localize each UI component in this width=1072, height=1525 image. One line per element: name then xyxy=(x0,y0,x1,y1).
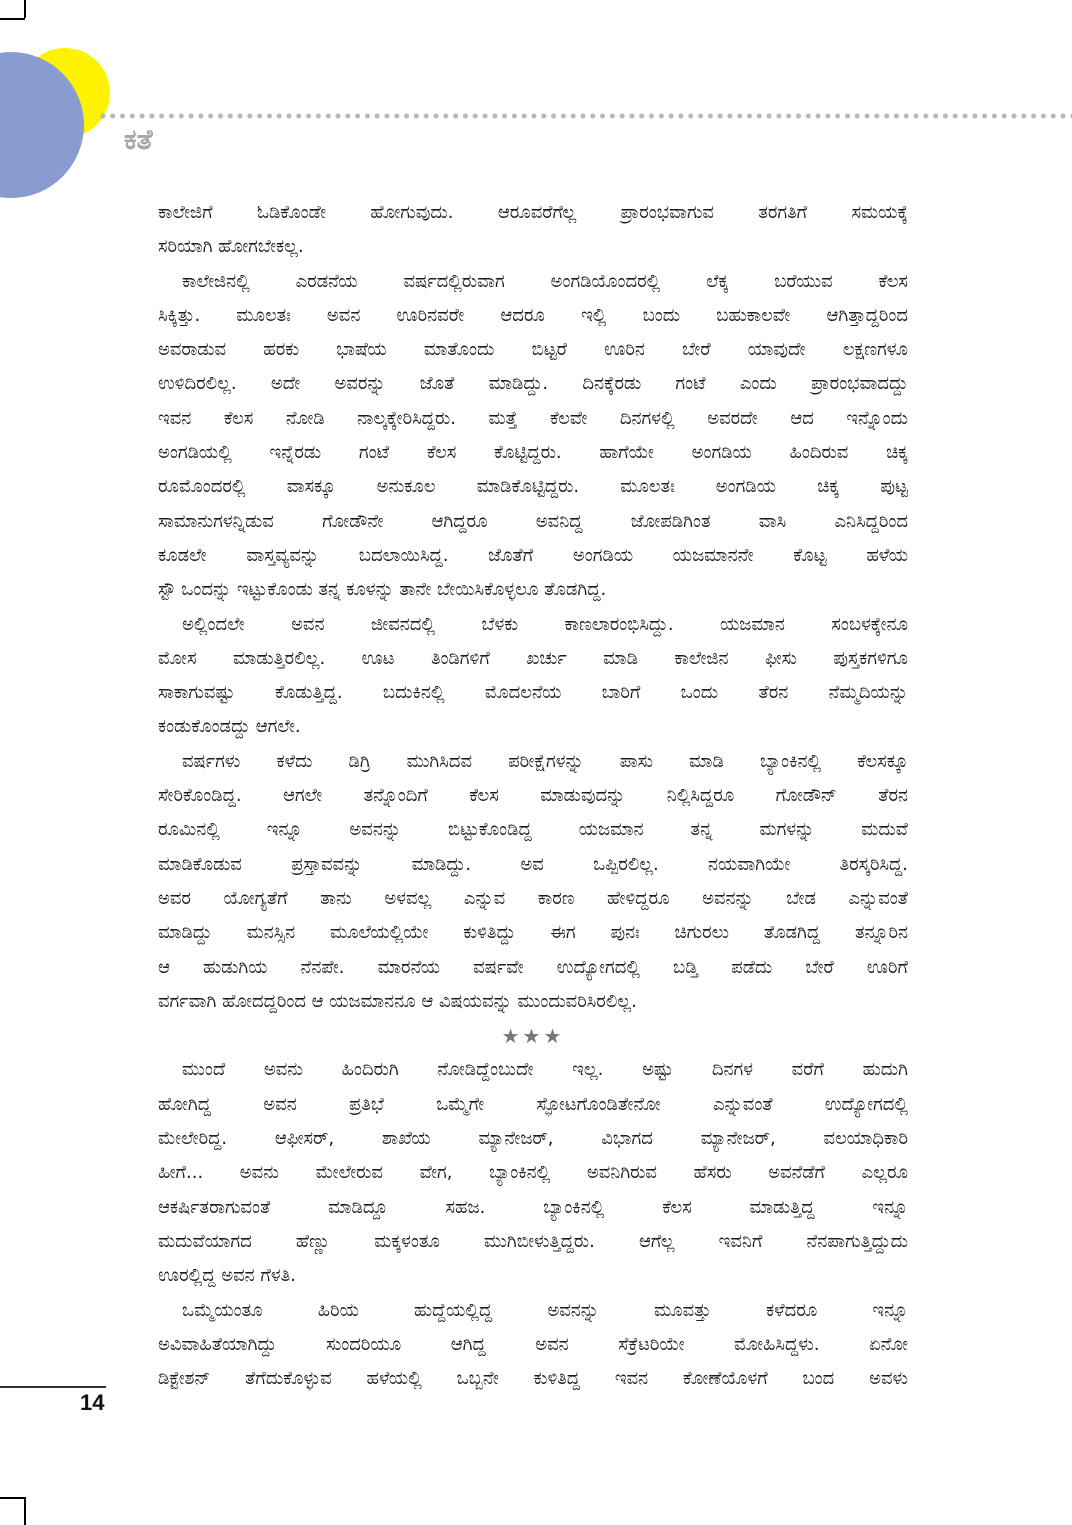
text-line: ಕಾಲೇಜಿನಲ್ಲಿ ಎರಡನೆಯ ವರ್ಷದಲ್ಲಿರುವಾಗ ಅಂಗಡಿಯೊಂದರಲ್ಲಿ ಲೆಕ್ಕ ಬರೆಯುವ ಕೆಲಸ xyxy=(182,270,908,292)
text-line: ಮುಂದೆ ಅವನು ಹಿಂದಿರುಗಿ ನೋಡಿದ್ದೆಂಬುದೇ ಇಲ್ಲ. ಅಷ್ಟು ದಿನಗಳ ವರೆಗೆ ಹುದುಗಿ xyxy=(182,1059,908,1081)
text-line: ಹೀಗೆ... ಅವನು ಮೇಲೇರುವ ವೇಗ, ಬ್ಯಾಂಕಿನಲ್ಲಿ ಅವನಿಗಿರುವ ಹೆಸರು ಅವನೆಡೆಗೆ ಎಲ್ಲರೂ xyxy=(158,1162,908,1184)
text-line: ಮಾಡಿದ್ದು ಮನಸ್ಸಿನ ಮೂಲೆಯಲ್ಲಿಯೇ ಕುಳಿತಿದ್ದು ಈಗ ಪುನಃ ಚಿಗುರಲು ತೊಡಗಿದ್ದ ತನ್ನೂರಿನ xyxy=(158,922,908,944)
text-line: ಸೇರಿಕೊಂಡಿದ್ದ. ಆಗಲೇ ತನ್ನೊಂದಿಗೆ ಕೆಲಸ ಮಾಡುವುದನ್ನು ನಿಲ್ಲಿಸಿದ್ದರೂ ಗೋಡೌನ್ ತೆರನ xyxy=(158,785,908,807)
text-line: ಆಕರ್ಷಿತರಾಗುವಂತೆ ಮಾಡಿದ್ದೂ ಸಹಜ. ಬ್ಯಾಂಕಿನಲ್ಲಿ ಕೆಲಸ ಮಾಡುತ್ತಿದ್ದ ಇನ್ನೂ xyxy=(158,1196,908,1218)
dotted-header-rule xyxy=(98,112,1072,120)
text-line: ಮೇಲೇರಿದ್ದ. ಆಫೀಸರ್, ಶಾಖೆಯ ಮ್ಯಾನೇಜರ್, ವಿಭಾಗದ ಮ್ಯಾನೇಜರ್, ವಲಯಾಧಿಕಾರಿ xyxy=(158,1128,908,1150)
text-line: ಹೋಗಿದ್ದ ಅವನ ಪ್ರತಿಭೆ ಒಮ್ಮೆಗೇ ಸ್ಫೋಟಗೊಂಡಿತೇನೋ ಎನ್ನುವಂತೆ ಉದ್ಯೋಗದಲ್ಲಿ xyxy=(158,1093,908,1115)
text-line: ಅವರ ಯೋಗ್ಯತೆಗೆ ತಾನು ಅಳವಲ್ಲ ಎನ್ನುವ ಕಾರಣ ಹೇಳಿದ್ದರೂ ಅವನನ್ನು ಬೇಡ ಎನ್ನುವಂತೆ xyxy=(158,887,908,909)
section-break-stars: ★★★ xyxy=(501,1024,565,1049)
crop-mark-bottom-horizontal xyxy=(0,1497,25,1499)
text-line: ಸರಿಯಾಗಿ ಹೋಗಬೇಕಲ್ಲ. xyxy=(158,236,304,258)
text-line: ಅಂಗಡಿಯಲ್ಲಿ ಇನ್ನೆರಡು ಗಂಟೆ ಕೆಲಸ ಕೊಟ್ಟಿದ್ದರು. ಹಾಗೆಯೇ ಅಂಗಡಿಯ ಹಿಂದಿರುವ ಚಿಕ್ಕ xyxy=(158,442,908,464)
text-line: ಅವರಾಡುವ ಹರಕು ಭಾಷೆಯ ಮಾತೊಂದು ಬಿಟ್ಟರೆ ಊರಿನ ಬೇರೆ ಯಾವುದೇ ಲಕ್ಷಣಗಳೂ xyxy=(158,339,908,361)
story-body xyxy=(158,196,908,1396)
text-line: ಕಂಡುಕೊಂಡದ್ದು ಆಗಲೇ. xyxy=(158,716,301,738)
text-line: ಉಳಿದಿರಲಿಲ್ಲ. ಅದೇ ಅವರನ್ನು ಜೊತೆ ಮಾಡಿದ್ದು. ದಿನಕ್ಕೆರಡು ಗಂಟೆ ಎಂದು ಪ್ರಾರಂಭವಾದದ್ದು xyxy=(158,373,908,395)
text-line: ರೂಮಿನಲ್ಲಿ ಇನ್ನೂ ಅವನನ್ನು ಬಿಟ್ಟುಕೊಂಡಿದ್ದ ಯಜಮಾನ ತನ್ನ ಮಗಳನ್ನು ಮದುವೆ xyxy=(158,819,908,841)
footer-rule xyxy=(0,1386,106,1388)
text-line: ಸಿಕ್ಕಿತ್ತು. ಮೂಲತಃ ಅವನ ಊರಿನವರೇ ಆದರೂ ಇಲ್ಲಿ ಬಂದು ಬಹುಕಾಲವೇ ಆಗಿತ್ತಾದ್ದರಿಂದ xyxy=(158,304,908,326)
crop-mark-bottom-vertical xyxy=(24,1497,26,1525)
text-line: ವರ್ಗವಾಗಿ ಹೋದದ್ದರಿಂದ ಆ ಯಜಮಾನನೂ ಆ ವಿಷಯವನ್ನು ಮುಂದುವರಿಸಿರಲಿಲ್ಲ. xyxy=(158,990,637,1012)
text-line: ಸ್ಟೌ ಒಂದನ್ನು ಇಟ್ಟುಕೊಂಡು ತನ್ನ ಕೂಳನ್ನು ತಾನೇ ಬೇಯಿಸಿಕೊಳ್ಳಲೂ ತೊಡಗಿದ್ದ. xyxy=(158,579,607,601)
text-line: ಕಾಲೇಜಿಗೆ ಓಡಿಕೊಂಡೇ ಹೋಗುವುದು. ಆರೂವರೆಗೆಲ್ಲ ಪ್ರಾರಂಭವಾಗುವ ತರಗತಿಗೆ ಸಮಯಕ್ಕೆ xyxy=(158,202,908,223)
text-line: ಡಿಕ್ಟೇಶನ್ ತೆಗೆದುಕೊಳ್ಳುವ ಹಳೆಯಲ್ಲಿ ಒಬ್ಬನೇ ಕುಳಿತಿದ್ದ ಇವನ ಕೋಣೆಯೊಳಗೆ ಬಂದ ಅವಳು xyxy=(158,1368,908,1390)
text-line: ಅಲ್ಲಿಂದಲೇ ಅವನ ಜೀವನದಲ್ಲಿ ಬೆಳಕು ಕಾಣಲಾರಂಭಿಸಿದ್ದು. ಯಜಮಾನ ಸಂಬಳಕ್ಕೇನೂ xyxy=(182,613,908,635)
text-line: ಮಾಡಿಕೊಡುವ ಪ್ರಸ್ತಾವವನ್ನು ಮಾಡಿದ್ದು. ಅವ ಒಪ್ಪಿರಲಿಲ್ಲ. ನಯವಾಗಿಯೇ ತಿರಸ್ಕರಿಸಿದ್ದ. xyxy=(158,853,908,875)
text-line: ಮೋಸ ಮಾಡುತ್ತಿರಲಿಲ್ಲ. ಊಟ ತಿಂಡಿಗಳಿಗೆ ಖರ್ಚು ಮಾಡಿ ಕಾಲೇಜಿನ ಫೀಸು ಪುಸ್ತಕಗಳಿಗೂ xyxy=(158,647,908,669)
text-line: ಅವಿವಾಹಿತೆಯಾಗಿದ್ದು ಸುಂದರಿಯೂ ಆಗಿದ್ದ ಅವನ ಸೆಕ್ರೆಟರಿಯೇ ಮೋಹಿಸಿದ್ದಳು. ಏನೋ xyxy=(158,1333,908,1355)
crop-mark-top-vertical xyxy=(24,0,26,18)
section-label: ಕತೆ xyxy=(124,123,153,156)
text-line: ವರ್ಷಗಳು ಕಳೆದು ಡಿಗ್ರಿ ಮುಗಿಸಿದವ ಪರೀಕ್ಷೆಗಳನ್ನು ಪಾಸು ಮಾಡಿ ಬ್ಯಾಂಕಿನಲ್ಲಿ ಕೆಲಸಕ್ಕೂ xyxy=(182,750,908,772)
text-line: ರೂಮೊಂದರಲ್ಲಿ ವಾಸಕ್ಕೂ ಅನುಕೂಲ ಮಾಡಿಕೊಟ್ಟಿದ್ದರು. ಮೂಲತಃ ಅಂಗಡಿಯ ಚಿಕ್ಕ ಪುಟ್ಟ xyxy=(158,476,908,498)
crop-mark-top-horizontal xyxy=(0,18,25,20)
text-line: ಕೂಡಲೇ ವಾಸ್ತವ್ಯವನ್ನು ಬದಲಾಯಿಸಿದ್ದ. ಜೊತೆಗೆ ಅಂಗಡಿಯ ಯಜಮಾನನೇ ಕೊಟ್ಟ ಹಳೆಯ xyxy=(158,544,908,566)
text-line: ಒಮ್ಮೆಯಂತೂ ಹಿರಿಯ ಹುದ್ದೆಯಲ್ಲಿದ್ದ ಅವನನ್ನು ಮೂವತ್ತು ಕಳೆದರೂ ಇನ್ನೂ xyxy=(182,1299,908,1321)
text-line: ಊರಲ್ಲಿದ್ದ ಅವನ ಗೆಳತಿ. xyxy=(158,1265,296,1287)
text-line: ಸಾಮಾನುಗಳನ್ನಿಡುವ ಗೋಡೌನೇ ಆಗಿದ್ದರೂ ಅವನಿದ್ದ ಜೋಪಡಿಗಿಂತ ವಾಸಿ ಎನಿಸಿದ್ದರಿಂದ xyxy=(158,510,908,532)
text-line: ಸಾಕಾಗುವಷ್ಟು ಕೊಡುತ್ತಿದ್ದ. ಬದುಕಿನಲ್ಲಿ ಮೊದಲನೆಯ ಬಾರಿಗೆ ಒಂದು ತೆರನ ನೆಮ್ಮದಿಯನ್ನು xyxy=(158,682,908,704)
text-line: ಮದುವೆಯಾಗದ ಹೆಣ್ಣು ಮಕ್ಕಳಂತೂ ಮುಗಿಬೀಳುತ್ತಿದ್ದರು. ಆಗೆಲ್ಲ ಇವನಿಗೆ ನೆನಪಾಗುತ್ತಿದ್ದುದು xyxy=(158,1230,908,1252)
text-line: ಇವನ ಕೆಲಸ ನೋಡಿ ನಾಲ್ಕಕ್ಕೇರಿಸಿದ್ದರು. ಮತ್ತೆ ಕೆಲವೇ ದಿನಗಳಲ್ಲಿ ಅವರದೇ ಆದ ಇನ್ನೊಂದು xyxy=(158,407,908,429)
page-number: 14 xyxy=(80,1390,105,1415)
text-line: ಆ ಹುಡುಗಿಯ ನೆನಪೇ. ಮಾರನೆಯ ವರ್ಷವೇ ಉದ್ಯೋಗದಲ್ಲಿ ಬಡ್ತಿ ಪಡೆದು ಬೇರೆ ಊರಿಗೆ xyxy=(158,956,908,978)
